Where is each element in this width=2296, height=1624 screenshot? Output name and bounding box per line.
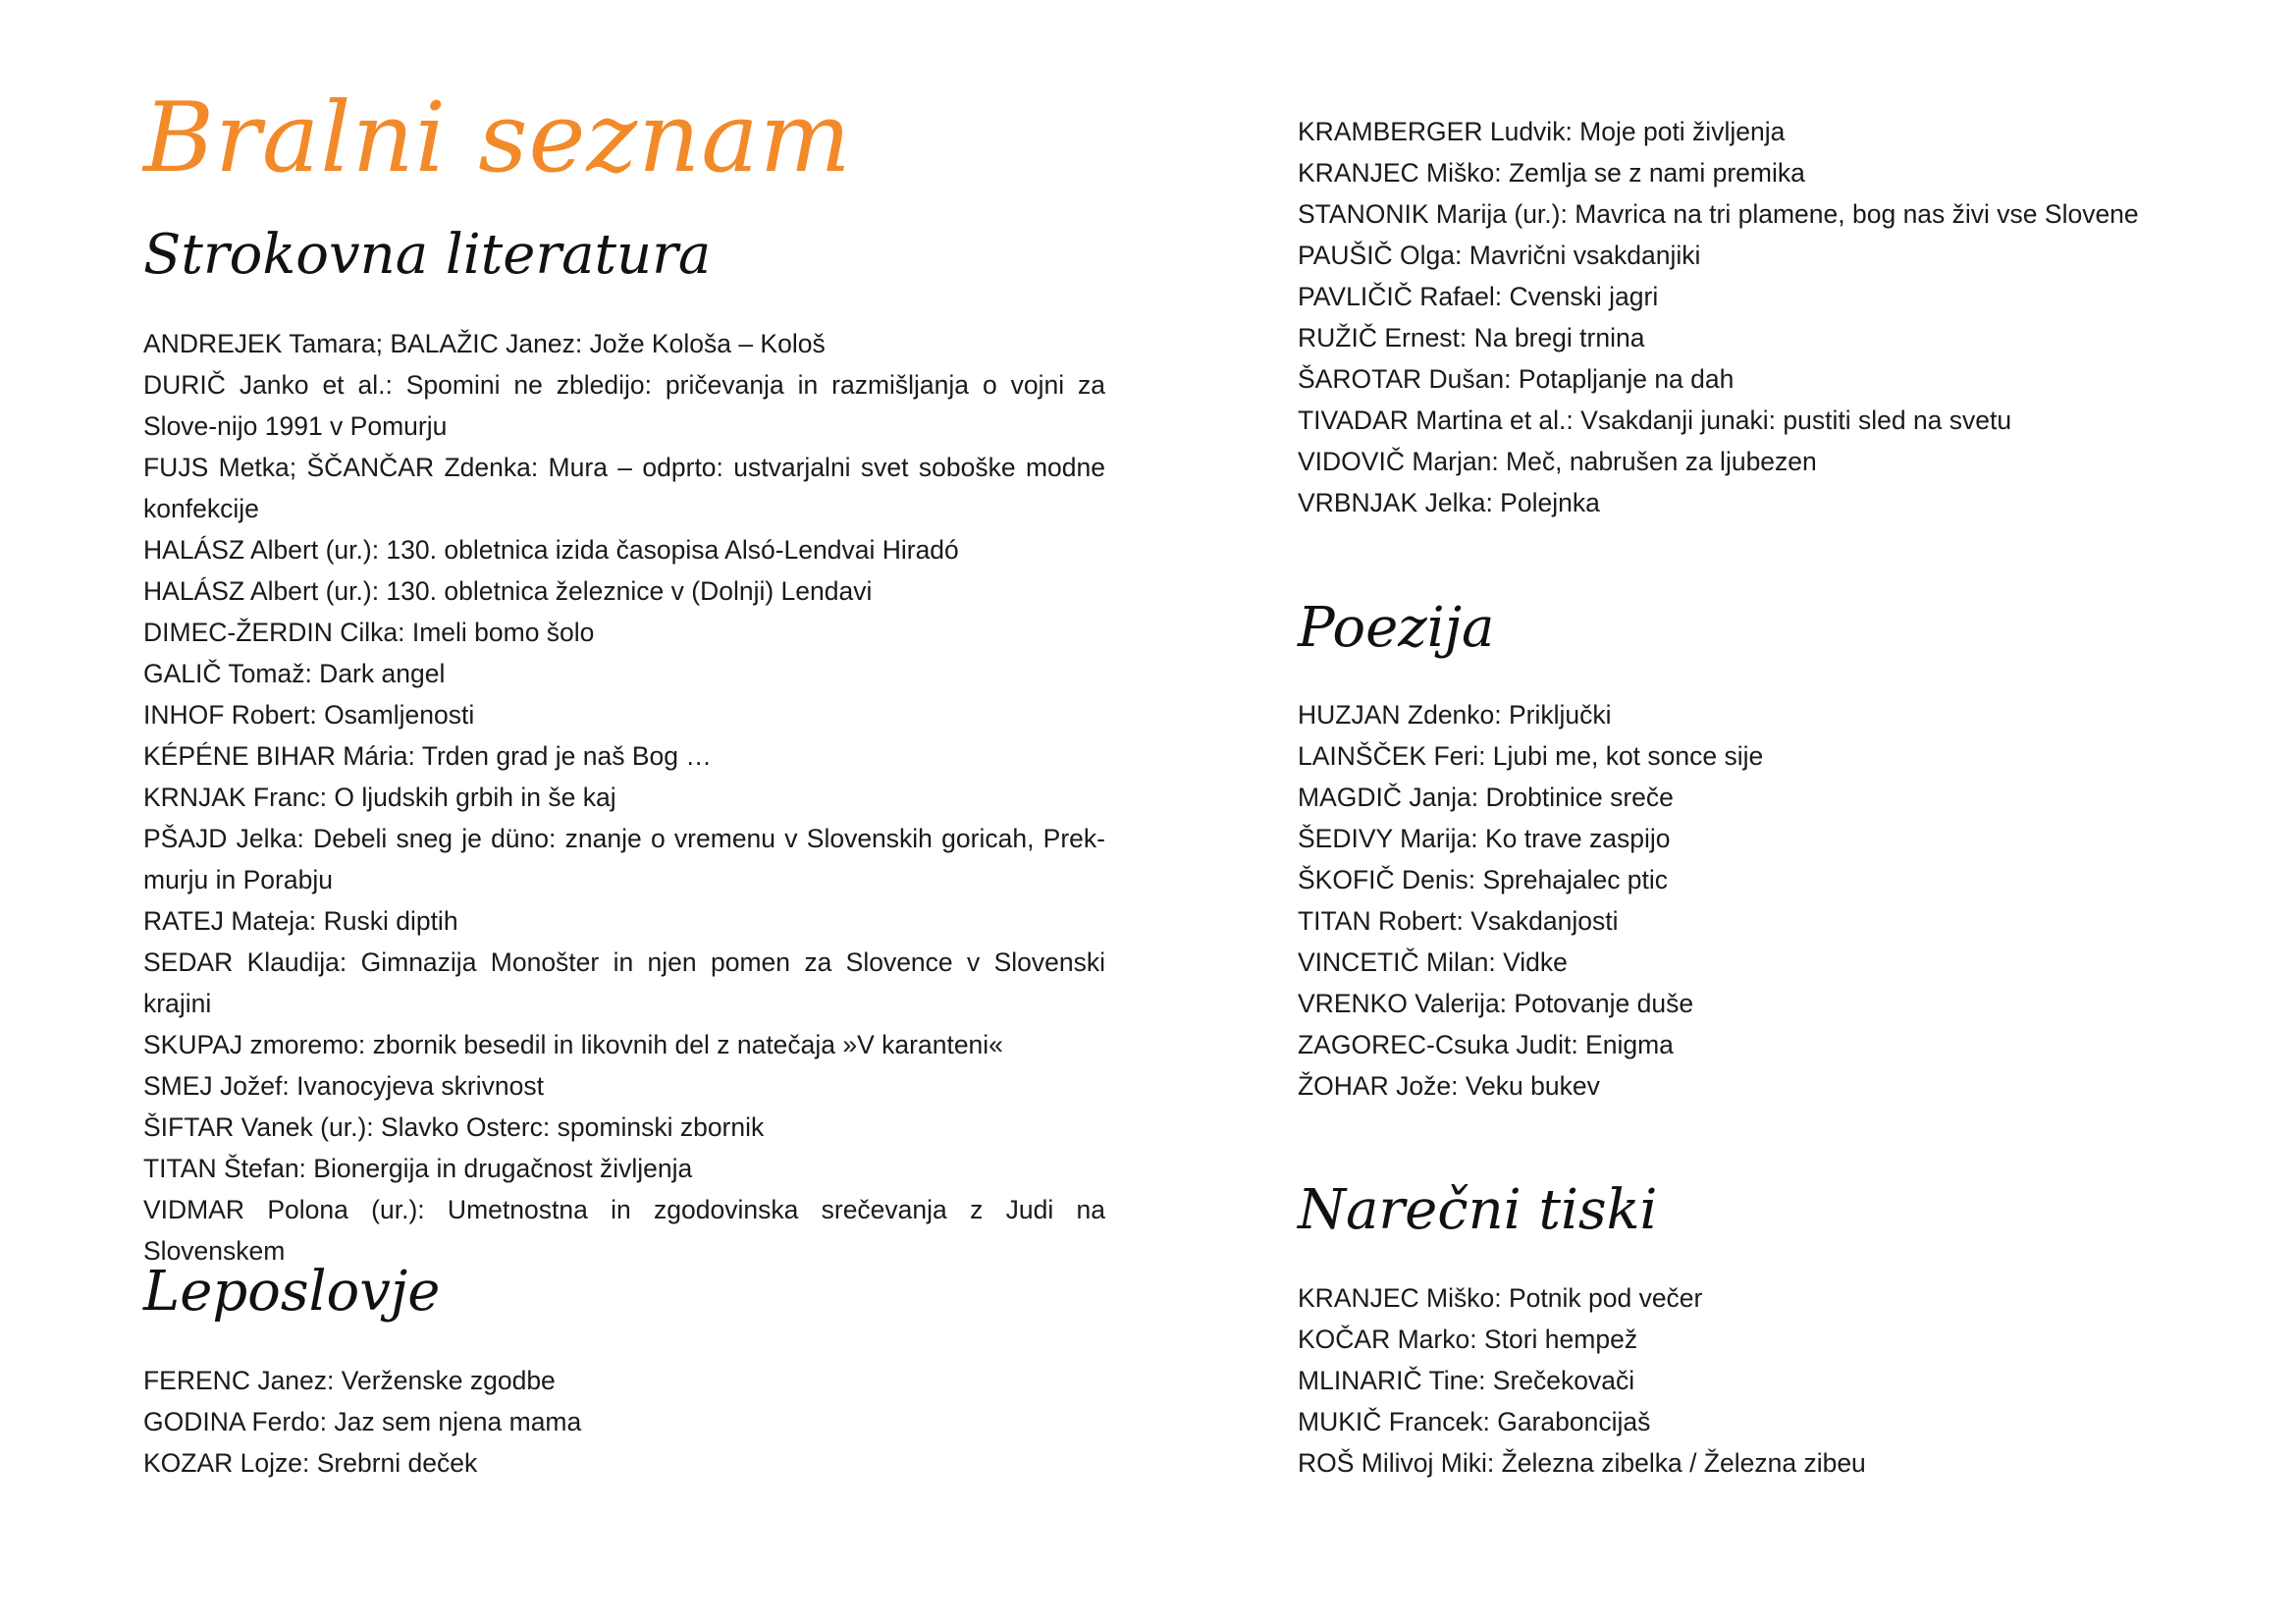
list-item: KÉPÉNE BIHAR Mária: Trden grad je naš Bog … <box>143 741 712 771</box>
list-item: HALÁSZ Albert (ur.): 130. obletnica železnice v (Dolnji) Lendavi <box>143 576 873 606</box>
list-item: ZAGOREC-Csuka Judit: Enigma <box>1298 1030 1674 1059</box>
list-strokovna <box>143 323 1105 1272</box>
section-heading-strokovna: Strokovna literatura <box>143 223 712 287</box>
list-item: KRANJEC Miško: Potnik pod večer <box>1298 1283 1703 1313</box>
list-item: VRBNJAK Jelka: Polejnka <box>1298 488 1600 517</box>
list-leposlovje-part2 <box>1298 111 2139 523</box>
list-item: MLINARIČ Tine: Srečekovači <box>1298 1366 1635 1395</box>
list-item: KOZAR Lojze: Srebrni deček <box>143 1448 478 1478</box>
list-item: VIDOVIČ Marjan: Meč, nabrušen za ljubezen <box>1298 447 1817 476</box>
list-item: VINCETIČ Milan: Vidke <box>1298 947 1568 977</box>
list-item: HUZJAN Zdenko: Priključki <box>1298 700 1612 730</box>
list-item: ŠIFTAR Vanek (ur.): Slavko Osterc: spominski zbornik <box>143 1112 765 1142</box>
list-item: DIMEC-ŽERDIN Cilka: Imeli bomo šolo <box>143 618 595 647</box>
list-item: ŠAROTAR Dušan: Potapljanje na dah <box>1298 364 1735 394</box>
page-title: Bralni seznam <box>143 82 852 194</box>
list-item: SKUPAJ zmoremo: zbornik besedil in likovnih del z natečaja »V karanteni« <box>143 1030 1003 1059</box>
list-item: ŠKOFIČ Denis: Sprehajalec ptic <box>1298 865 1669 894</box>
list-item: FERENC Janez: Veržensk​e zgodbe <box>143 1366 556 1395</box>
list-item: KRNJAK Franc: O ljudskih grbih in še kaj <box>143 783 616 812</box>
list-item: TITAN Robert: Vsakdanjosti <box>1298 906 1619 936</box>
list-item: KOČAR Marko: Stori hempež <box>1298 1325 1638 1354</box>
list-item: ŽOHAR Jože: Veku bukev <box>1298 1071 1600 1101</box>
list-item: ŠEDIVY Marija: Ko trave zaspijo <box>1298 824 1671 853</box>
list-item: HALÁSZ Albert (ur.): 130. obletnica izida časopisa Alsó-Lendvai Hiradó <box>143 535 959 565</box>
list-item: MAGDIČ Janja: Drobtinice sreče <box>1298 783 1674 812</box>
list-item: KRANJEC Miško: Zemlja se z nami premika <box>1298 158 1805 188</box>
list-item: TIVADAR Martina et al.: Vsakdanji junaki: pustiti sled na svetu <box>1298 406 2012 435</box>
list-item: STANONIK Marija (ur.): Mavrica na tri plamene, bog nas živi vse Slovene <box>1298 199 2139 229</box>
list-item: MUKIČ Francek: Garaboncijaš <box>1298 1407 1651 1436</box>
list-item: ANDREJEK Tamara; BALAŽIC Janez: Jože Kološa – Kološ <box>143 329 826 358</box>
list-leposlovje-part1 <box>143 1360 581 1484</box>
section-heading-narecni: Narečni tiski <box>1298 1178 1658 1242</box>
list-item: KRAMBERGER Ludvik: Moje poti življenja <box>1298 117 1786 146</box>
list-poezija <box>1298 694 1763 1107</box>
list-item: FUJS Metka; ŠČANČAR Zdenka: Mura – odprto: ustvarjalni svet soboške modne konfekcije <box>143 453 1105 523</box>
list-item: VRENKO Valerija: Potovanje duše <box>1298 989 1694 1018</box>
list-item: INHOF Robert: Osamljenosti <box>143 700 475 730</box>
list-item: ROŠ Milivoj Miki: Železna zibelka / Železna zibeu <box>1298 1448 1866 1478</box>
list-item: GODINA Ferdo: Jaz sem njena mama <box>143 1407 582 1436</box>
list-item: LAINŠČEK Feri: Ljubi me, kot sonce sije <box>1298 741 1764 771</box>
list-item: VIDMAR Polona (ur.): Umetnostna in zgodovinska srečevanja z Judi na Slovenskem <box>143 1195 1105 1266</box>
list-item: RATEJ Mateja: Ruski diptih <box>143 906 458 936</box>
list-item: PAUŠIČ Olga: Mavrični vsakdanjiki <box>1298 241 1701 270</box>
section-heading-leposlovje: Leposlovje <box>143 1260 441 1324</box>
list-item: RUŽIČ Ernest: Na bregi trnina <box>1298 323 1645 352</box>
list-item: GALIČ Tomaž: Dark angel <box>143 659 446 688</box>
list-item: SMEJ Jožef: Ivanocyjeva skrivnost <box>143 1071 544 1101</box>
list-item: TITAN Štefan: Bionergija in drugačnost življenja <box>143 1154 693 1183</box>
section-heading-poezija: Poezija <box>1298 596 1495 660</box>
list-item: PŠAJD Jelka: Debeli sneg je düno: znanje o vremenu v Slovenskih goricah, Prek-murju in Porabju <box>143 824 1105 894</box>
list-item: SEDAR Klaudija: Gimnazija Monošter in njen pomen za Slovence v Slovenski krajini <box>143 947 1105 1018</box>
list-narecni <box>1298 1277 1866 1484</box>
list-item: DURIČ Janko et al.: Spomini ne zbledijo: pričevanja in razmišljanja o vojni za Slove-nijo 1991 v Pomurju <box>143 370 1105 441</box>
list-item: PAVLIČIČ Rafael: Cvenski jagri <box>1298 282 1659 311</box>
